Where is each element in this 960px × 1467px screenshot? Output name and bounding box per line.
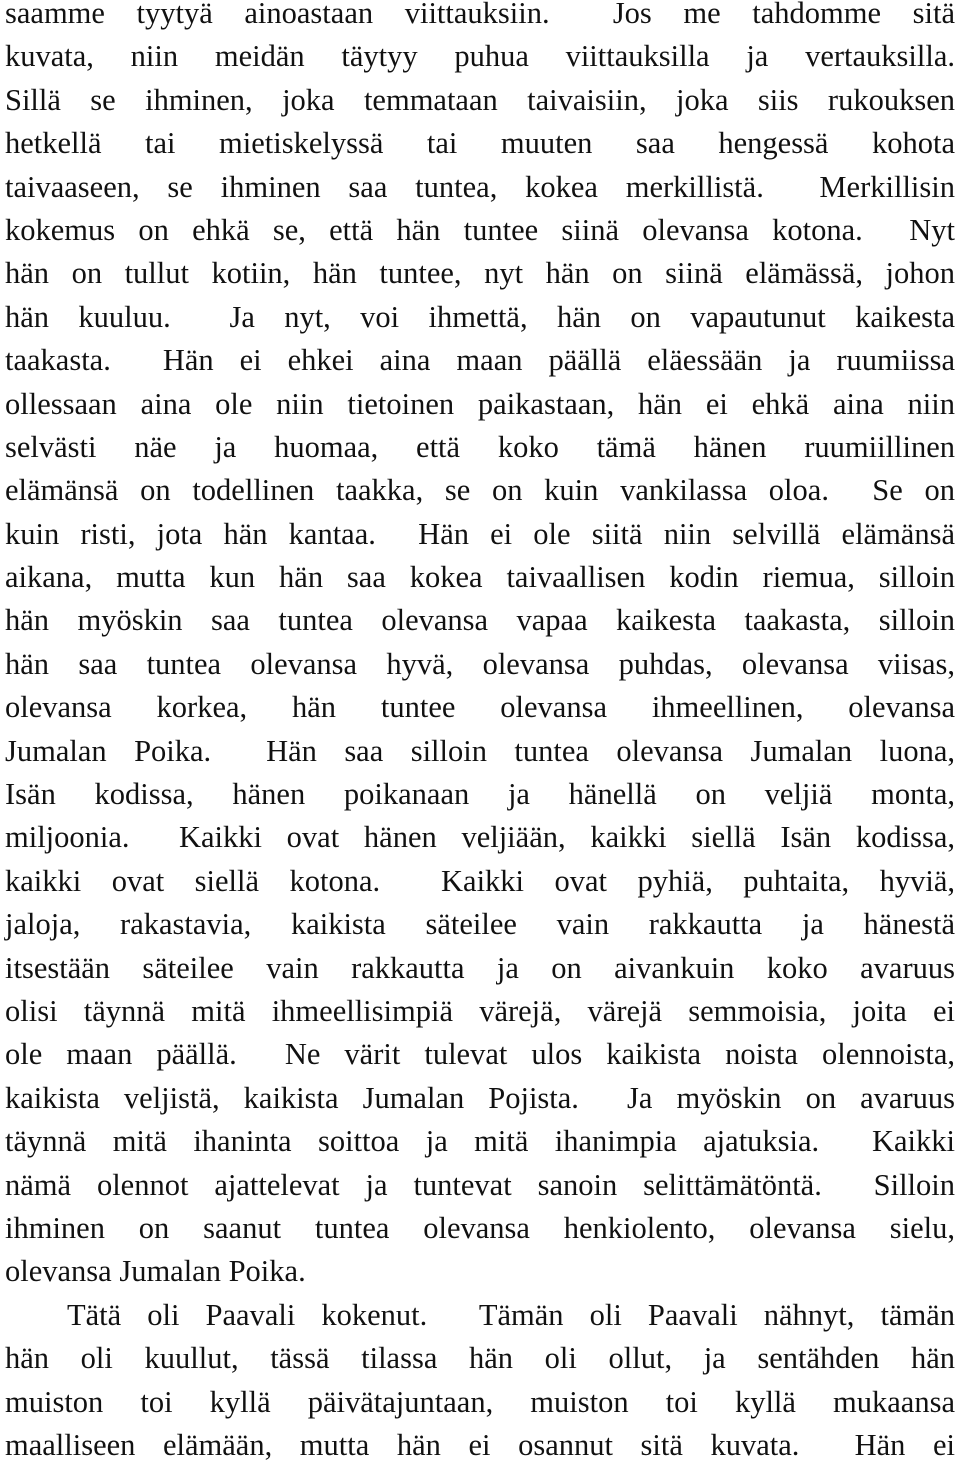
text-line: muiston toi kyllä päivätajuntaan, muiston toi kyllä mukaansa (5, 1384, 955, 1419)
text-line: hän kuuluu. Ja nyt, voi ihmettä, hän on vapautunut kaikesta (5, 299, 955, 334)
text-line: kuin risti, jota hän kantaa. Hän ei ole siitä niin selvillä elämänsä (5, 516, 955, 551)
text-line: selvästi näe ja huomaa, että koko tämä hänen ruumiillinen (5, 429, 955, 464)
document-page (5, 0, 955, 1467)
text-line: aikana, mutta kun hän saa kokea taivaallisen kodin riemua, silloin (5, 560, 955, 595)
text-line: taivaaseen, se ihminen saa tuntea, kokea merkillistä. Merkillisin (5, 169, 955, 204)
text-line: taakasta. Hän ei ehkei aina maan päällä eläessään ja ruumiissa (5, 343, 955, 378)
text-line: olevansa Jumalan Poika. (5, 1254, 306, 1289)
text-line: elämänsä on todellinen taakka, se on kuin vankilassa oloa. Se on (5, 473, 955, 508)
text-line: saamme tyytyä ainoastaan viittauksiin. Jos me tahdomme sitä (5, 0, 955, 30)
text-line: itsestään säteilee vain rakkautta ja on aivankuin koko avaruus (5, 950, 955, 985)
text-line: Jumalan Poika. Hän saa silloin tuntea olevansa Jumalan luona, (5, 733, 955, 768)
text-line: kokemus on ehkä se, että hän tuntee siinä olevansa kotona. Nyt (5, 212, 955, 247)
text-line: Isän kodissa, hänen poikanaan ja hänellä on veljiä monta, (5, 777, 955, 812)
paragraph-2 (5, 1294, 955, 1467)
text-line: Sillä se ihminen, joka temmataan taivaisiin, joka siis rukouksen (5, 82, 955, 117)
text-line: olisi täynnä mitä ihmeellisimpiä värejä, värejä semmoisia, joita ei (5, 993, 955, 1028)
text-line: maalliseen elämään, mutta hän ei osannut sitä kuvata. Hän ei (5, 1427, 955, 1462)
paragraph-1 (5, 0, 955, 1294)
text-line: hetkellä tai mietiskelyssä tai muuten saa hengessä kohota (5, 126, 955, 161)
text-line: nämä olennot ajattelevat ja tuntevat sanoin selittämätöntä. Silloin (5, 1167, 955, 1202)
text-line: olevansa korkea, hän tuntee olevansa ihmeellinen, olevansa (5, 690, 955, 725)
text-line: miljoonia. Kaikki ovat hänen veljiään, kaikki siellä Isän kodissa, (5, 820, 955, 855)
text-line: ihminen on saanut tuntea olevansa henkiolento, olevansa sielu, (5, 1210, 955, 1245)
text-line: Tätä oli Paavali kokenut. Tämän oli Paavali nähnyt, tämän (67, 1297, 955, 1332)
text-line: kaikki ovat siellä kotona. Kaikki ovat pyhiä, puhtaita, hyviä, (5, 863, 955, 898)
text-line: jaloja, rakastavia, kaikista säteilee vain rakkautta ja hänestä (5, 907, 955, 942)
text-line: hän oli kuullut, tässä tilassa hän oli ollut, ja sentähden hän (5, 1341, 955, 1376)
text-line: kuvata, niin meidän täytyy puhua viittauksilla ja vertauksilla. (5, 39, 955, 74)
text-line: ole maan päällä. Ne värit tulevat ulos kaikista noista olennoista, (5, 1037, 955, 1072)
text-line: kaikista veljistä, kaikista Jumalan Pojista. Ja myöskin on avaruus (5, 1080, 955, 1115)
text-line: täynnä mitä ihaninta soittoa ja mitä ihanimpia ajatuksia. Kaikki (5, 1124, 955, 1159)
text-line: hän on tullut kotiin, hän tuntee, nyt hän on siinä elämässä, johon (5, 256, 955, 291)
text-line: ollessaan aina ole niin tietoinen paikastaan, hän ei ehkä aina niin (5, 386, 955, 421)
text-line: hän saa tuntea olevansa hyvä, olevansa puhdas, olevansa viisas, (5, 646, 955, 681)
text-line: hän myöskin saa tuntea olevansa vapaa kaikesta taakasta, silloin (5, 603, 955, 638)
